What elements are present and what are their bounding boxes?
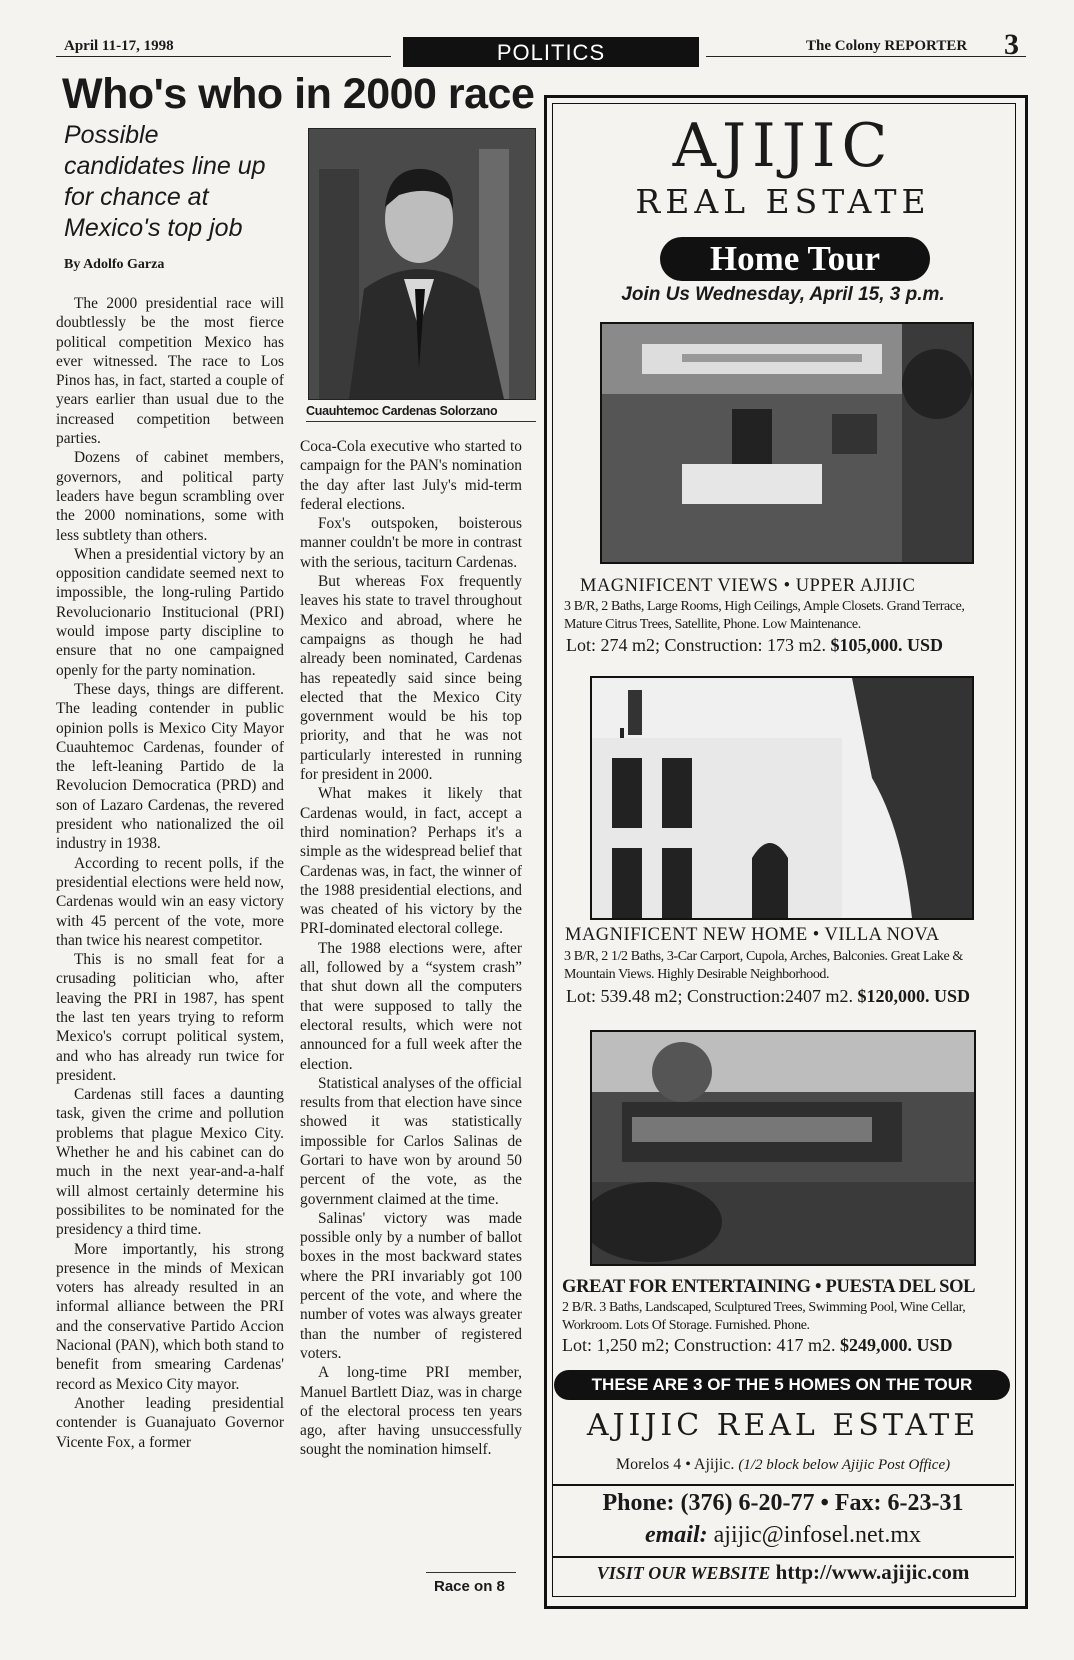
lot-size: Lot: 539.48 m2; Construction:2407 m2.	[566, 986, 853, 1006]
article-deck: Possible candidates line up for chance at Mexico's top job	[64, 121, 266, 242]
listing-description: 3 B/R, 2 Baths, Large Rooms, High Ceilings, Ample Closets. Grand Terrace, Mature Citrus Trees, Satellite, Phone. Low Maintenance.	[564, 599, 965, 632]
issue-date: April 11-17, 1998	[64, 38, 174, 54]
article-column-1	[56, 294, 284, 1452]
paragraph: What makes it likely that Cardenas would, in fact, accept a third nomination? Perhaps it's a simple as the widespread belief that Cardenas was, in fact, the winner of the 1988 presidential elections, and was cheated of his victory by the PRI-dominated electoral college.	[300, 785, 522, 938]
article-headline: Who's who in 2000 race	[62, 70, 535, 118]
header-rule	[706, 56, 1026, 57]
house-photo-2	[590, 676, 974, 920]
paragraph: The 1988 elections were, after all, followed by a “system crash” that shut down all the computers that were supposed to tally the electoral results, which were not announced for a full week after the election.	[300, 939, 522, 1073]
continued-on: Race on 8	[434, 1578, 505, 1595]
article-byline: By Adolfo Garza	[64, 257, 165, 272]
website-line	[552, 1560, 1014, 1585]
ad-divider	[552, 1556, 1014, 1558]
paragraph: Cardenas still faces a daunting task, given the crime and pollution problems that plague Mexico City. Whether he and his cabinet can do much in the next year-and-a-half will almost certainly determine his possibilites to be nominated for the presidency a third time.	[56, 1086, 284, 1239]
phone-fax: Phone: (376) 6-20-77 • Fax: 6-23-31	[602, 1490, 964, 1516]
website-label: VISIT OUR WEBSITE	[596, 1563, 771, 1583]
paragraph: This is no small feat for a crusading politician who, after leaving the PRI in 1987, has spent the last ten years trying to reform Mexico's corrupt political system, and who has already run twice for president.	[56, 951, 284, 1084]
listing-title: GREAT FOR ENTERTAINING • PUESTA DEL SOL	[562, 1277, 976, 1297]
listing-lot	[566, 635, 943, 656]
jump-rule	[426, 1572, 516, 1573]
tour-date: Join Us Wednesday, April 15, 3 p.m.	[621, 284, 945, 305]
email-address: ajijic@infosel.net.mx	[713, 1522, 922, 1548]
lot-size: Lot: 274 m2; Construction: 173 m2.	[566, 635, 826, 655]
header-rule	[56, 56, 391, 57]
ad-logo-subtitle: REAL ESTATE	[635, 182, 931, 221]
listing-price: $105,000. USD	[830, 635, 944, 655]
paragraph: The 2000 presidential race will doubtlessly be the most fierce political competition Mexico has ever witnessed. The race to Los Pinos has, in fact, started a couple of years earlier than usual due to the increased competition between parties.	[56, 295, 284, 448]
lot-size: Lot: 1,250 m2; Construction: 417 m2.	[562, 1335, 836, 1355]
page-number: 3	[1004, 28, 1019, 61]
photo-caption: Cuauhtemoc Cardenas Solorzano	[306, 404, 536, 422]
email-line	[552, 1522, 1014, 1549]
newspaper-name: The Colony REPORTER	[806, 38, 968, 54]
paragraph: Coca-Cola executive who started to campaign for the PAN's nomination the day after last July's mid-term federal elections.	[300, 438, 522, 513]
paragraph: Statistical analyses of the official results from that election have since showed it was statistically impossible for Carlos Salinas de Gortari to have won by around 50 percent of the vote, as the government claimed at the time.	[300, 1074, 523, 1208]
paragraph: A long-time PRI member, Manuel Bartlett Diaz, was in charge of the electoral process ten years ago, after having unsuccessfully sought the nomination himself.	[300, 1364, 522, 1459]
email-label: email:	[644, 1522, 708, 1548]
website-url: http://www.ajijic.com	[775, 1560, 970, 1584]
paragraph: According to recent polls, if the presidential elections were held now, Cardenas would win an easy victory with 45 percent of the vote, more than twice his nearest competitor.	[56, 854, 284, 949]
listing-description: 2 B/R. 3 Baths, Landscaped, Sculptured Trees, Swimming Pool, Wine Cellar, Workroom. Lots Of Storage. Furnished. Phone.	[562, 1300, 966, 1333]
address-line: Morelos 4 • Ajijic.	[615, 1456, 735, 1473]
paragraph: When a presidential victory by an opposition candidate seemed next to impossible, the long-ruling Partido Revolucionario Institucional (PRI) would impose party discipline to ensure that no one campaigned openly for the party nomination.	[56, 545, 284, 679]
listing-title: MAGNIFICENT VIEWS • UPPER AJIJIC	[580, 576, 916, 596]
paragraph: Fox's outspoken, boisterous manner couldn't be more in contrast with the serious, taciturn Cardenas.	[300, 515, 522, 571]
office-address	[552, 1456, 1014, 1474]
ad-footer-logo: AJIJIC REAL ESTATE	[586, 1408, 980, 1443]
paragraph: Salinas' victory was made possible only by a number of ballot boxes in the most backward states where the PRI invariably got 100 percent of the vote, and where the number of votes was always greater than the number of registered voters.	[300, 1209, 522, 1362]
listing-lot	[566, 986, 970, 1007]
listing-lot	[562, 1335, 953, 1356]
paragraph: Dozens of cabinet members, governors, and political party leaders have begun scrambling over the 2000 nominations, some with less subtlety than others.	[56, 449, 284, 544]
ad-divider	[552, 1484, 1014, 1486]
tour-banner: THESE ARE 3 OF THE 5 HOMES ON THE TOUR	[554, 1370, 1010, 1400]
section-label: POLITICS	[403, 37, 699, 67]
house-photo-1	[600, 322, 974, 564]
house-photo-3	[590, 1030, 976, 1266]
paragraph: These days, things are different. The leading contender in public opinion polls is Mexico City Mayor Cuauhtemoc Cardenas, founder of the left-leaning Partido de la Revolucion Democratica (PRD) and son of Lazaro Cardenas, the revered president who nationalized the oil industry in 1938.	[56, 680, 284, 853]
paragraph: Another leading presidential contender is Guanajuato Governor Vicente Fox, a former	[56, 1394, 284, 1451]
listing-price: $120,000. USD	[857, 986, 971, 1006]
home-tour-badge: Home Tour	[660, 237, 930, 281]
article-column-2	[300, 437, 522, 1460]
listing-description: 3 B/R, 2 1/2 Baths, 3-Car Carport, Cupola, Arches, Balconies. Great Lake & Mountain Views. Highly Desirable Neighborhood.	[564, 949, 963, 982]
listing-price: $249,000. USD	[840, 1335, 953, 1355]
portrait-photo	[308, 128, 536, 400]
address-note: (1/2 block below Ajijic Post Office)	[738, 1457, 951, 1473]
paragraph: More importantly, his strong presence in the minds of Mexican voters has already resulted in an informal alliance between the PRI and the conservative Partido Accion Nacional (PAN), which both stand to benefit from smearing Cardenas' record as Mexico City mayor.	[56, 1240, 284, 1393]
paragraph: But whereas Fox frequently leaves his state to travel throughout Mexico and abroad, where he campaigns as though he had already been nominated, Cardenas has repeatedly said since being elected that the Mexico City government would be his top priority, and that he was not particularly interested in running for president in 2000.	[300, 573, 522, 784]
listing-title: MAGNIFICENT NEW HOME • VILLA NOVA	[565, 925, 940, 945]
ad-logo: AJIJIC	[672, 111, 894, 181]
